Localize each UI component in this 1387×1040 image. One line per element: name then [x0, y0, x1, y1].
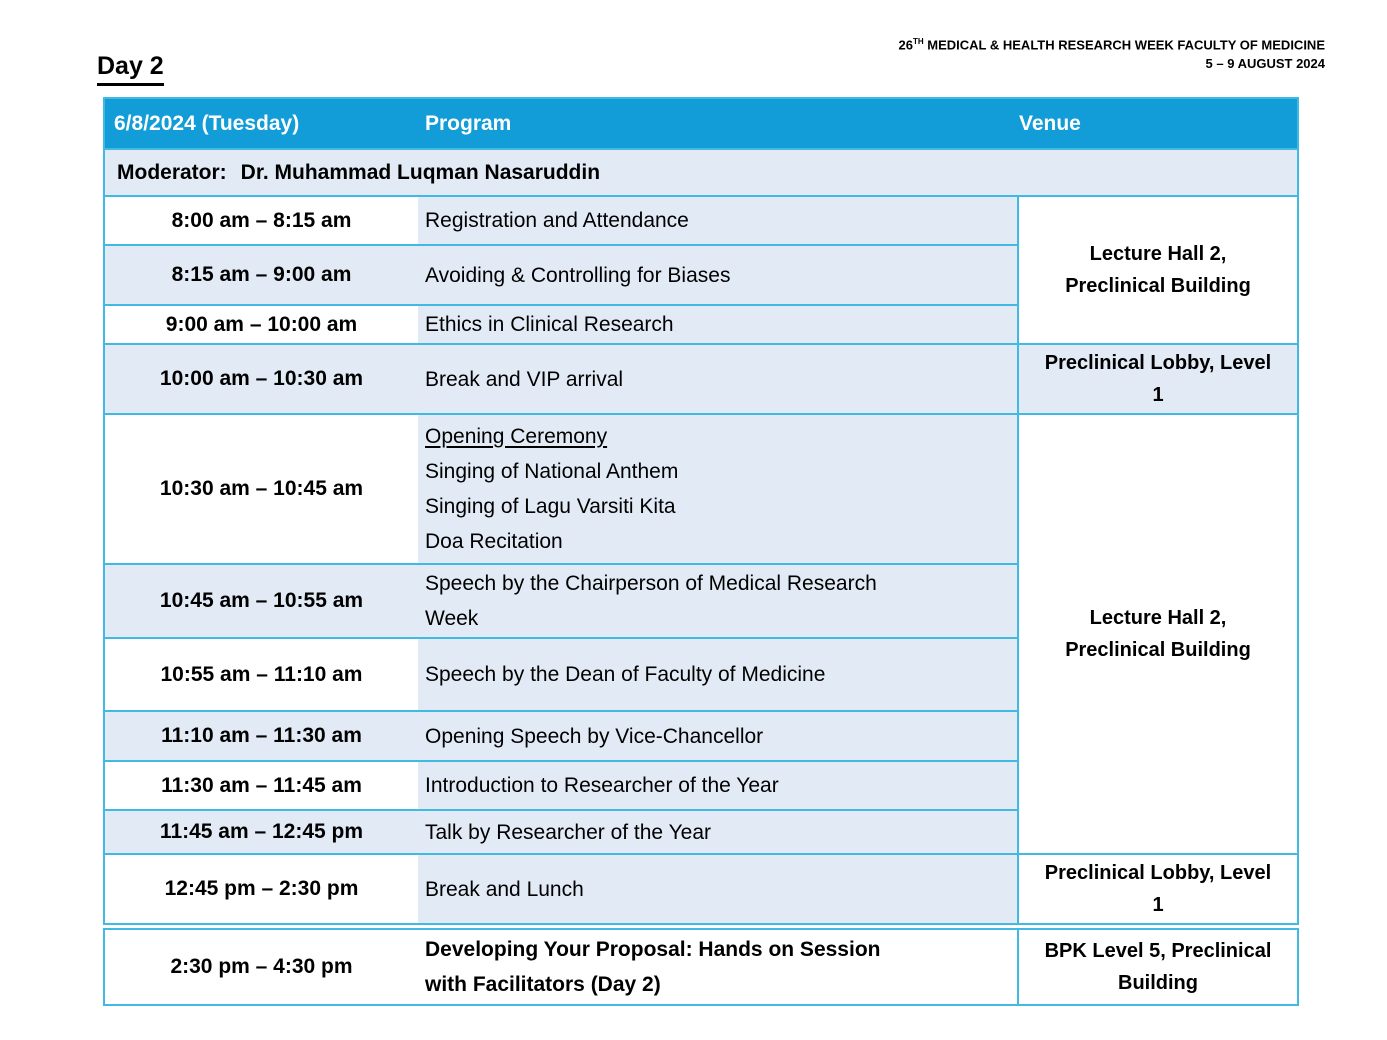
program-cell: Registration and Attendance: [418, 196, 1018, 245]
table-header-row: [104, 98, 1298, 149]
moderator-label: Moderator:: [117, 160, 227, 184]
program-cell: Developing Your Proposal: Hands on Session with Facilitators (Day 2): [418, 927, 1018, 1005]
program-cell: Opening Ceremony Singing of National Anthem Singing of Lagu Varsiti Kita Doa Recitation: [418, 414, 1018, 564]
ordinal-superscript: TH: [913, 37, 924, 46]
time-cell: 9:00 am – 10:00 am: [104, 305, 418, 344]
venue-cell: Preclinical Lobby, Level 1: [1018, 344, 1298, 414]
time-cell: 11:45 am – 12:45 pm: [104, 810, 418, 854]
event-header: [899, 36, 1325, 74]
column-header-date: 6/8/2024 (Tuesday): [104, 98, 418, 149]
time-cell: 10:45 am – 10:55 am: [104, 564, 418, 638]
table-row: [104, 344, 1298, 414]
program-cell: Introduction to Researcher of the Year: [418, 761, 1018, 810]
program-cell: Break and VIP arrival: [418, 344, 1018, 414]
program-title-underlined: Opening Ceremony: [425, 425, 608, 448]
table-row: [104, 854, 1298, 927]
table-row: [104, 927, 1298, 1005]
table-row: [104, 414, 1298, 564]
program-cell: Speech by the Dean of Faculty of Medicine: [418, 638, 1018, 711]
time-cell: 10:55 am – 11:10 am: [104, 638, 418, 711]
program-cell: Ethics in Clinical Research: [418, 305, 1018, 344]
time-cell: 8:15 am – 9:00 am: [104, 245, 418, 305]
program-cell: Opening Speech by Vice-Chancellor: [418, 711, 1018, 761]
column-header-venue: Venue: [1018, 98, 1298, 149]
venue-cell: Preclinical Lobby, Level 1: [1018, 854, 1298, 927]
event-title: 26TH MEDICAL & HEALTH RESEARCH WEEK FACULTY OF MEDICINE: [898, 37, 1325, 53]
venue-cell: Lecture Hall 2, Preclinical Building: [1018, 414, 1298, 854]
venue-cell: BPK Level 5, Preclinical Building: [1018, 927, 1298, 1005]
program-cell: Avoiding & Controlling for Biases: [418, 245, 1018, 305]
column-header-program: Program: [418, 98, 1018, 149]
program-cell: Speech by the Chairperson of Medical Research Week: [418, 564, 1018, 638]
time-cell: 11:10 am – 11:30 am: [104, 711, 418, 761]
day-heading: Day 2: [97, 52, 164, 86]
program-cell: Talk by Researcher of the Year: [418, 810, 1018, 854]
time-cell: 12:45 pm – 2:30 pm: [104, 854, 418, 927]
moderator-name: Dr. Muhammad Luqman Nasaruddin: [240, 160, 601, 184]
time-cell: 10:00 am – 10:30 am: [104, 344, 418, 414]
time-cell: 8:00 am – 8:15 am: [104, 196, 418, 245]
time-cell: 10:30 am – 10:45 am: [104, 414, 418, 564]
moderator-cell: [104, 149, 1298, 196]
time-cell: 11:30 am – 11:45 am: [104, 761, 418, 810]
program-table: [103, 97, 1299, 1006]
venue-cell: Lecture Hall 2, Preclinical Building: [1018, 196, 1298, 344]
program-cell: Break and Lunch: [418, 854, 1018, 927]
table-row: [104, 196, 1298, 245]
time-cell: 2:30 pm – 4:30 pm: [104, 927, 418, 1005]
event-dates: 5 – 9 AUGUST 2024: [1205, 56, 1325, 72]
moderator-row: [104, 149, 1298, 196]
